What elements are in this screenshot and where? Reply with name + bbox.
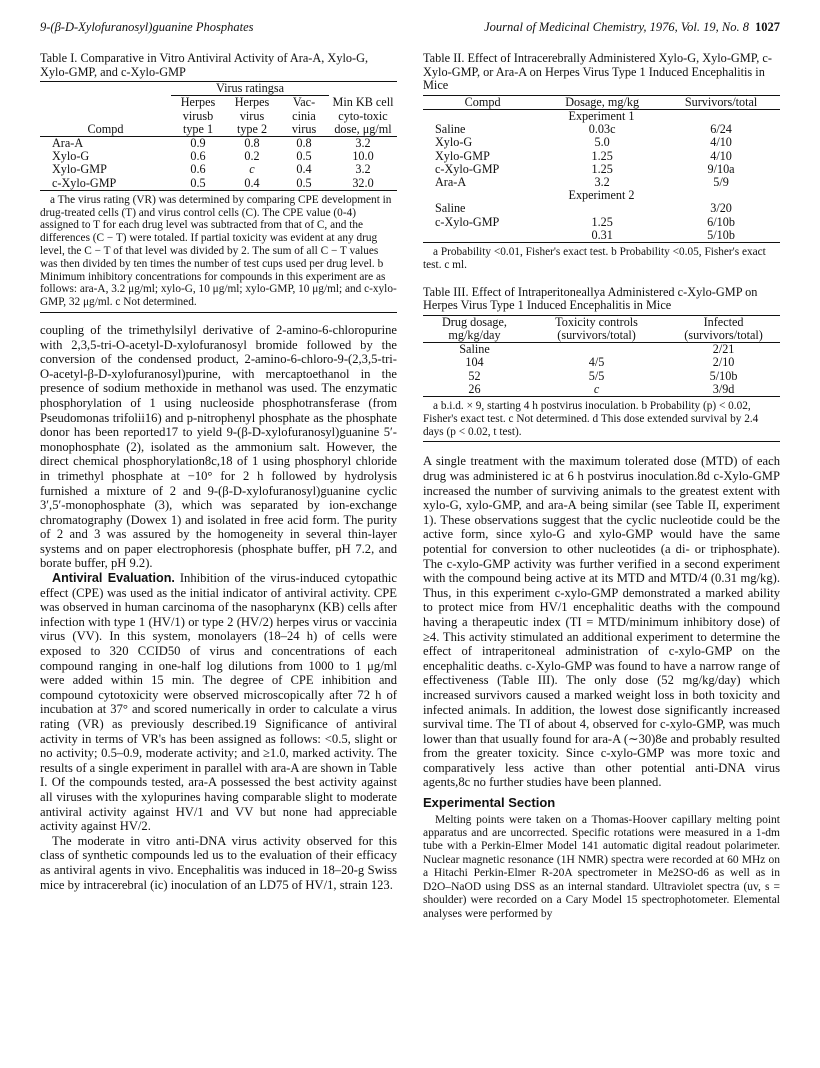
table-cell: 5/10b (707, 227, 735, 242)
table-cell: 0.5 (296, 175, 312, 190)
table-cell: c-Xylo-GMP (435, 161, 500, 176)
table-cell: 0.03c (588, 122, 616, 137)
running-head (40, 20, 780, 38)
table-cell: Xylo-GMP (435, 148, 490, 163)
table-cell: 3.2 (355, 136, 371, 150)
table1-caption: Table I. Comparative in Vitro Antiviral Activity of Ara-A, Xylo-G, Xylo-GMP, and c-Xylo-GMP (40, 51, 369, 79)
table2-col-dose: Dosage, mg/kg (565, 94, 640, 109)
table-row (40, 137, 397, 151)
table2-col-compd: Compd (464, 94, 501, 109)
table-cell: Saline (435, 122, 466, 137)
table-cell: 6/10b (707, 214, 735, 229)
paragraph-text: Inhibition of the virus-induced cytopathic effect (CPE) was used as the initial indicator of antiviral activity. CPE was observed in human carcinoma of the nasopharynx (KB) cells after infection with type 1 (HV/1) or type 2 (HV/2) herpes virus or vaccinia virus (VV). In this system, monolayers (18–24 h) of cells were exposed to 320 CCID50 of virus and concentrations of each compound ranging in one-half log dilutions from 1000 to 1 μg/ml were added within 15 min. The degree of CPE inhibition and compound cytotoxicity were observed microscopically after 72 h of incubation at 37° and scored numerically in order to calculate a virus rating (VR) as previously described.19 Significance of antiviral activity in terms of VR's has been assigned as follows: <0.5, slight or no activity; 0.5–0.9, moderate activity; and ≥1.0, marked activity. The results of a single experiment in parallel with ara-A are shown in Table I. Of the compounds tested, ara-A possessed the best activity against all viruses with the xylopurines having comparable slight to moderate antiviral activity against HV/1 and VV but none had appreciable activity against HV/2. (40, 571, 397, 834)
table2-exp1-head: Experiment 1 (568, 108, 635, 123)
table-row (423, 229, 780, 243)
table-cell: 2/21 (712, 342, 735, 357)
table-cell: Ara-A (52, 136, 84, 150)
table-row (423, 383, 780, 397)
table-cell: 1.25 (591, 148, 613, 163)
table-cell: 2/10 (712, 355, 735, 370)
table-cell: Xylo-G (52, 149, 90, 164)
page-number: 1027 (755, 20, 780, 34)
table2-caption: Table II. Effect of Intracerebrally Administered Xylo-G, Xylo-GMP, c-Xylo-GMP, or Ara-A on Herpes Virus Type 1 Induced Encephalitis in Mice (423, 51, 772, 93)
run-in-heading: Antiviral Evaluation. (52, 571, 175, 586)
table2-col-surv: Survivors/total (684, 94, 758, 109)
table-cell: 1.25 (591, 214, 613, 229)
body-paragraph: A single treatment with the maximum tolerated dose (MTD) of each drug was administered ic at 6 h postvirus inoculation.8d c-Xylo-GMP increased the number of surviving animals to the greatest extent with xylo-G, xylo-GMP, and ara-A being similar (see Table II, experiment 1). These observations suggest that the cyclic nucleotide could be the active form, since xylo-G and xylo-GMP would have the same potential for conversion to other nucleotides (a di- or triphosphate). The c-xylo-GMP activity was further verified in a second experiment with the compound being active at its MTD and MTD/4 (0.31 mg/kg). Thus, in this experiment c-xylo-GMP demonstrated a marked ability to protect mice from HV/1 encephalitic deaths with the compound having a therapeutic index (TI = MTD/minimum inhibitory dose) of ≥4. This activity stimulated an additional experiment to determine the effect of intraperitoneal administration of c-xylo-GMP on the encephalitic deaths. c-Xylo-GMP was found to have a narrow range of effectiveness (Table III). The only dose (52 mg/kg/day) which increased survivors caused a marked weight loss in both toxicity and infected animals. In addition, the lowest dose significantly increased survival time. The TI of about 4, observed for c-xylo-GMP, was much lower than that usually found for ara-A (∼30)8e and probably resulted from the greater toxicity. Since c-xylo-GMP was more toxic and comparatively less active than other potential anti-DNA virus agents,8c no further studies have been planned. (423, 454, 780, 790)
table-cell: c (593, 381, 600, 396)
table1-col-hsv2: Herpes virus type 2 (234, 95, 270, 136)
table-cell: 0.2 (244, 149, 260, 164)
table1-col-hsv1: Herpes virusb type 1 (180, 95, 216, 136)
table-cell: 0.8 (244, 136, 260, 150)
table-cell: 0.9 (190, 136, 206, 150)
table-cell (423, 229, 542, 243)
body-paragraph: coupling of the trimethylsilyl derivative of 2-amino-6-chloropurine with 2,3,5-tri-O-acetyl-D-xylofuranosyl bromide followed by the conversion of the condensed product, 2-amino-6-chloro-9-(2,3,5-tri-O-acetyl-β-D-xylofuranosyl)purine, with mercaptoethanol in the presence of sodium methoxide in methanol was used. The enzymatic phosphorylation of 1 using nucleoside phosphotransferase (from Pseudomonas trifolii16) and p-nitrophenyl phosphate as the phosphate donor has been reported17 to yield 9-(β-D-xylofuranosyl)guanine 5′-monophosphate (2), isolated as the ammonium salt. However, the direct chemical phosphorylation8c,18 of 1 using phosphoryl chloride in trimethyl phosphate at −10° for 2 h followed by hydrolysis furnished a mixture of 2 and 9-(β-D-xylofuranosyl)guanine cyclic 3′,5′-monophosphate (3), which was separated by ion-exchange chromatography (Dowex 1) and isolated in free acid form. The purity of 2 and 3 was assured by the homogeneity in several thin-layer systems and on paper electrophoresis (phosphate buffer, pH 7.2, and borate buffer, pH 9.2). (40, 322, 397, 571)
table-cell: 0.5 (296, 149, 312, 164)
table3-footnote: a b.i.d. × 9, starting 4 h postvirus inoculation. b Probability (p) < 0.02, Fisher's exact test. c Not determined. d This dose extended survival by 2.4 days (p < 0.02, t test). (423, 400, 759, 438)
table-row (423, 202, 780, 215)
table-cell: 0.4 (244, 175, 260, 190)
table-cell: 0.5 (190, 175, 206, 190)
table-cell: Saline (435, 201, 466, 216)
table3-col-inf: Infected (survivors/total) (684, 314, 763, 342)
table-cell: 0.8 (296, 136, 312, 150)
table-row (423, 136, 780, 149)
table-cell: Saline (459, 342, 490, 357)
body-paragraph: The moderate in vitro anti-DNA virus activity observed for this class of synthetic compounds led us to the evaluation of their efficacy as antiviral agents in vivo. Encephalitis was induced in 18–20-g Swiss mice by intracerebral (ic) inoculation of an LD75 of HV/1, strain 123. (40, 833, 397, 892)
left-column (40, 52, 397, 892)
table-cell: 104 (465, 355, 484, 370)
table-cell: 5.0 (594, 135, 610, 150)
body-paragraph: Melting points were taken on a Thomas-Hoover capillary melting point apparatus and are uncorrected. Specific rotations were measured in a 1-dm tube with a Perkin-Elmer Model 141 automatic digital readout polarimeter. Nuclear magnetic resonance (1H NMR) spectra were recorded at 60 MHz on a Hitachi Perkin-Elmer R-20A spectrometer in Me2SO-d6 as well as in D2O–NaOD using DSS as an internal standard. Ultraviolet spectra (uv, s = shoulder) were recorded on a Cary Model 15 spectrophotometer. Elemental analyses were performed by (423, 813, 780, 920)
table1-group-head: Virus ratingsa (171, 82, 329, 96)
table1-footnote: a The virus rating (VR) was determined by comparing CPE development in drug-treated cells (T) and virus control cells (C). The CPE value (0-4) assigned to T for each drug level was subtracted from that of C, and the differences (C − T) were totaled. If partial toxicity was evident at any drug level, the C − T of that level was divided by 2. The sum of all C − T values was then divided by ten times the number of test cups used per drug level. b Minimum inhibitory concentrations for compounds in this experiment are as follows: ara-A, 3.2 μg/ml; xylo-G, 10 μg/ml; xylo-GMP, 10 μg/ml; and c-xylo-GMP, 32 μg/ml. c Not determined. (40, 193, 397, 309)
table3-col-tox: Toxicity controls (survivors/total) (555, 314, 638, 342)
table-row (423, 150, 780, 163)
table-row (423, 356, 780, 369)
table-cell: Xylo-GMP (52, 162, 107, 177)
table-cell: 0.6 (190, 162, 206, 177)
table2 (423, 95, 780, 243)
table1 (40, 81, 397, 191)
table-cell (542, 202, 662, 215)
table-cell: 0.31 (591, 227, 613, 242)
table-cell: 5/10b (709, 368, 738, 383)
table-cell: 10.0 (352, 149, 374, 164)
table-cell: 4/10 (710, 148, 732, 163)
table-cell: Xylo-G (435, 135, 473, 150)
section-heading: Experimental Section (423, 795, 556, 811)
table1-col-vv: Vac-cinia virus (291, 95, 317, 136)
table-cell: 3/9d (712, 381, 735, 396)
table-cell: c (249, 162, 255, 177)
table-cell: c-Xylo-GMP (435, 214, 500, 229)
table-cell: 1.25 (591, 161, 613, 176)
table-cell: 4/10 (710, 135, 732, 150)
table-row (40, 177, 397, 191)
table2-exp2-head: Experiment 2 (568, 188, 635, 203)
table3 (423, 315, 780, 397)
table-cell: 9/10a (707, 161, 735, 176)
table-cell: 3/20 (710, 201, 732, 216)
table3-caption: Table III. Effect of Intraperitoneallya Administered c-Xylo-GMP on Herpes Virus Type 1 Induced Encephalitis in Mice (423, 284, 758, 313)
table-row (40, 163, 397, 176)
table1-min-head: Min KB cell cyto-toxic dose, μg/ml (332, 95, 394, 136)
table-row (423, 216, 780, 229)
table-cell: 4/5 (588, 355, 605, 370)
right-column (423, 52, 780, 921)
table-cell: 52 (468, 368, 481, 383)
table-cell: Ara-A (435, 175, 467, 189)
table-cell: 26 (468, 381, 481, 396)
table-cell: 6/24 (710, 122, 732, 137)
table-cell: 32.0 (352, 175, 374, 190)
table-row (423, 370, 780, 383)
table-cell: 0.4 (296, 162, 312, 177)
table-cell: 3.2 (355, 162, 371, 177)
header-article-title: 9-(β-D-Xylofuranosyl)guanine Phosphates (40, 20, 254, 34)
body-paragraph-antiviral (40, 571, 397, 834)
table-cell: c-Xylo-GMP (52, 175, 117, 190)
header-journal (484, 20, 780, 35)
table2-footnote: a Probability <0.01, Fisher's exact test. b Probability <0.05, Fisher's exact test. c ml. (423, 246, 766, 271)
table-cell: 0.6 (190, 149, 206, 164)
table3-col-dose: Drug dosage, mg/kg/day (442, 314, 507, 342)
table-cell (526, 343, 667, 357)
table-cell: 5/5 (588, 368, 605, 383)
table1-empty-head (40, 82, 171, 96)
header-journal-name: Journal of Medicinal Chemistry, 1976, Vol. 19, No. 8 (484, 20, 749, 34)
table1-col-compd: Compd (87, 121, 124, 136)
table-cell: 3.2 (594, 175, 610, 189)
table-cell: 5/9 (713, 175, 729, 189)
table-row (423, 343, 780, 357)
